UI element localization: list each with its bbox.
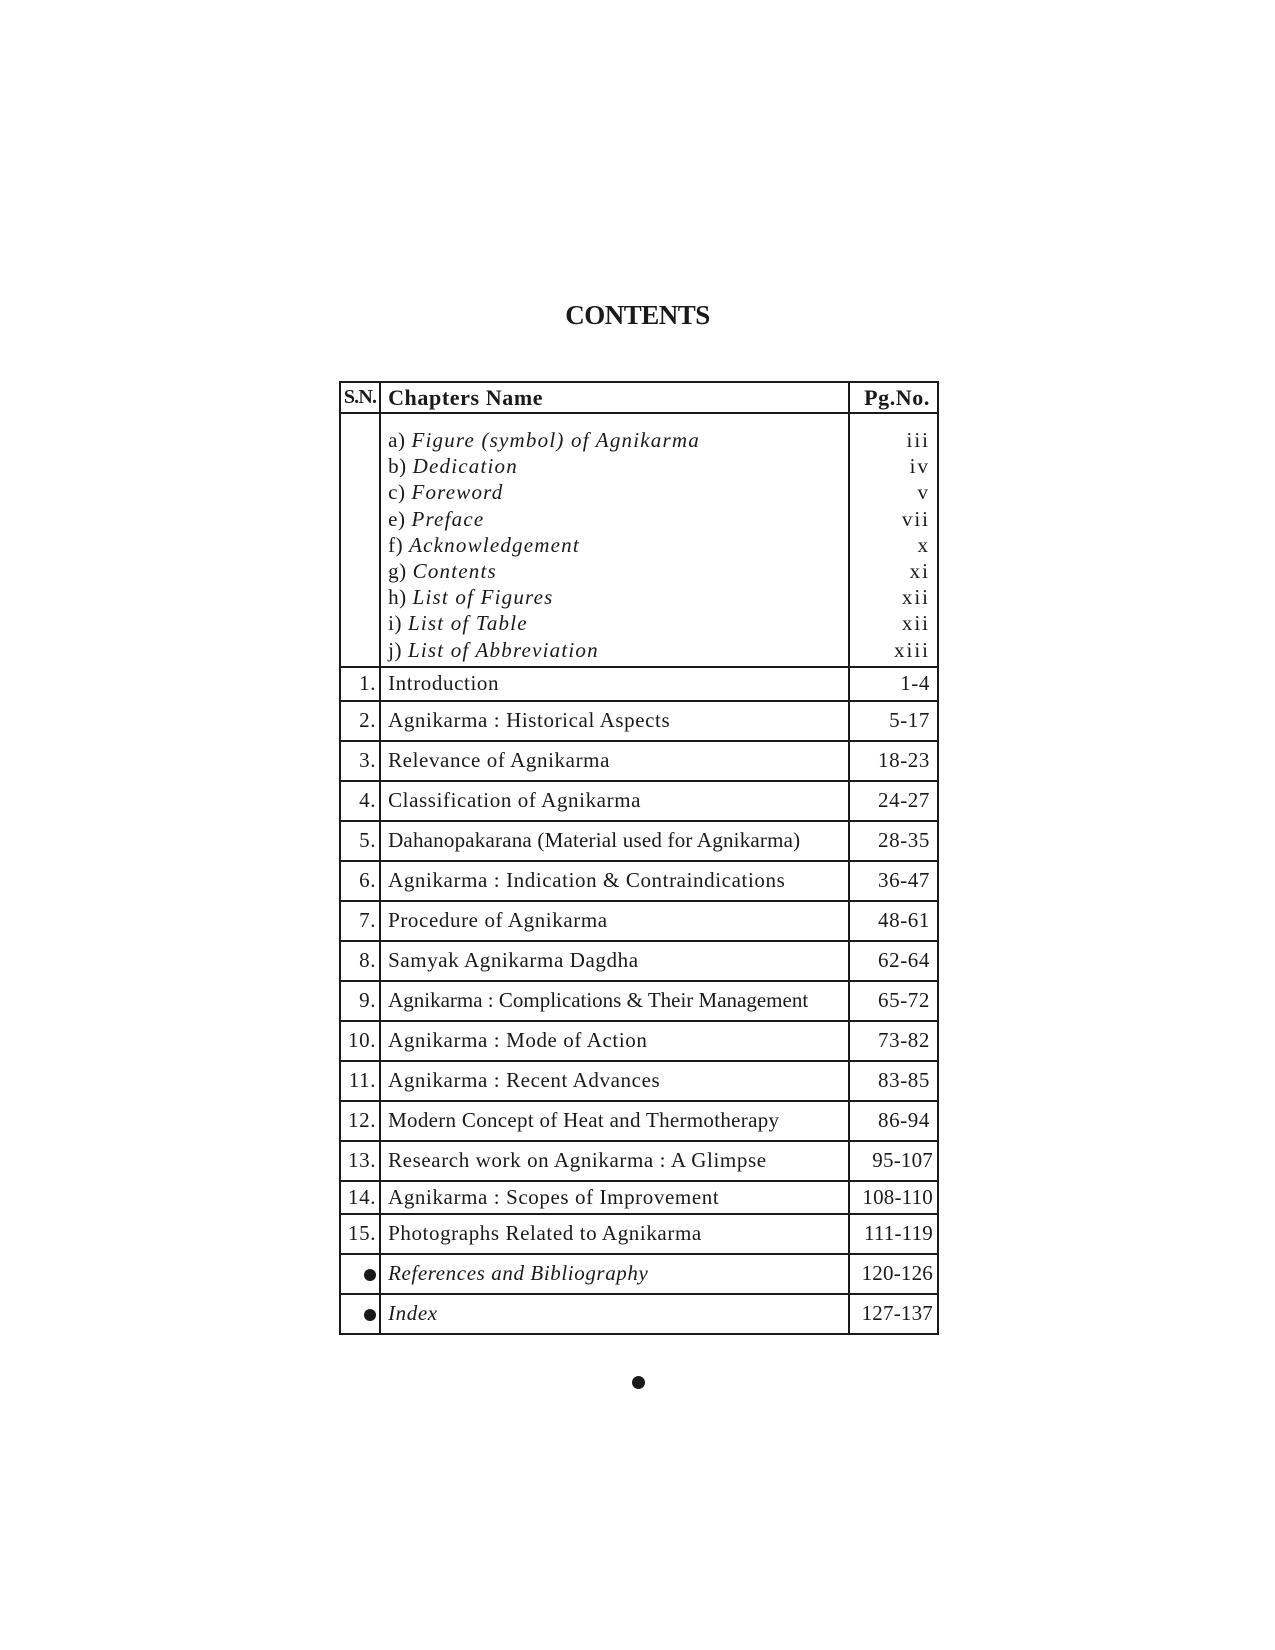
chapter-page: 83-85 (849, 1061, 938, 1101)
chapter-sn: 9. (340, 981, 380, 1021)
bullet-icon (364, 1309, 376, 1321)
backmatter-page: 120-126 (849, 1254, 938, 1294)
chapter-name: Agnikarma : Recent Advances (380, 1061, 849, 1101)
chapter-name: Research work on Agnikarma : A Glimpse (380, 1141, 849, 1181)
backmatter-name: References and Bibliography (380, 1254, 849, 1294)
chapter-sn: 1. (340, 667, 380, 701)
chapter-page: 28-35 (849, 821, 938, 861)
prelim-page: x (917, 532, 930, 557)
end-bullet-icon (632, 1376, 645, 1389)
chapter-page: 73-82 (849, 1021, 938, 1061)
chapter-row[interactable] (340, 981, 938, 1021)
chapter-row[interactable] (340, 821, 938, 861)
chapter-page: 36-47 (849, 861, 938, 901)
chapter-sn: 13. (340, 1141, 380, 1181)
chapter-row[interactable] (340, 1141, 938, 1181)
backmatter-row[interactable] (340, 1294, 938, 1334)
prelim-item[interactable]: e) Preface (388, 506, 485, 531)
chapter-page: 48-61 (849, 901, 938, 941)
chapter-page: 24-27 (849, 781, 938, 821)
chapter-sn: 5. (340, 821, 380, 861)
chapter-row[interactable] (340, 741, 938, 781)
chapter-row[interactable] (340, 1101, 938, 1141)
prelim-page: vii (901, 506, 930, 531)
prelims-page-cell (849, 413, 938, 667)
chapter-name: Agnikarma : Indication & Contraindications (380, 861, 849, 901)
chapter-row[interactable] (340, 1061, 938, 1101)
contents-table (339, 381, 939, 1335)
chapter-row[interactable] (340, 1021, 938, 1061)
chapter-sn: 10. (340, 1021, 380, 1061)
prelim-item[interactable]: a) Figure (symbol) of Agnikarma (388, 428, 700, 452)
bullet-cell (340, 1294, 380, 1334)
chapter-sn: 12. (340, 1101, 380, 1141)
chapter-page: 5-17 (849, 701, 938, 741)
chapter-row[interactable] (340, 1181, 938, 1214)
chapter-name: Relevance of Agnikarma (380, 741, 849, 781)
prelim-item[interactable]: c) Foreword (388, 480, 504, 505)
chapter-sn: 14. (340, 1181, 380, 1214)
chapter-name: Agnikarma : Scopes of Improvement (380, 1181, 849, 1214)
chapter-page: 65-72 (849, 981, 938, 1021)
chapter-page: 62-64 (849, 941, 938, 981)
chapter-name: Agnikarma : Complications & Their Management (380, 981, 849, 1021)
prelims-sn-cell (340, 413, 380, 667)
prelim-item[interactable]: f) Acknowledgement (388, 532, 580, 557)
prelims-name-cell (380, 413, 849, 667)
bullet-cell (340, 1254, 380, 1294)
chapter-name: Introduction (380, 667, 849, 701)
chapter-row[interactable] (340, 861, 938, 901)
prelim-item[interactable]: b) Dedication (388, 454, 518, 479)
chapter-sn: 15. (340, 1214, 380, 1254)
chapter-name: Modern Concept of Heat and Thermotherapy (380, 1101, 849, 1141)
chapter-sn: 7. (340, 901, 380, 941)
header-page-number: Pg.No. (849, 382, 938, 413)
chapter-name: Agnikarma : Mode of Action (380, 1021, 849, 1061)
header-chapters-name: Chapters Name (380, 382, 849, 413)
chapter-row[interactable] (340, 701, 938, 741)
prelim-item[interactable]: j) List of Abbreviation (388, 637, 599, 662)
bullet-icon (364, 1269, 376, 1281)
backmatter-page: 127-137 (849, 1294, 938, 1334)
prelim-page: iv (909, 454, 930, 479)
chapter-page: 95-107 (849, 1141, 938, 1181)
page-title: CONTENTS (565, 300, 710, 330)
prelim-page: xiii (893, 637, 930, 662)
prelim-page: xi (909, 558, 930, 583)
chapter-row[interactable] (340, 1214, 938, 1254)
prelim-item[interactable]: g) Contents (388, 558, 497, 583)
chapter-row[interactable] (340, 941, 938, 981)
chapter-row[interactable] (340, 781, 938, 821)
chapter-page: 86-94 (849, 1101, 938, 1141)
chapter-sn: 2. (340, 701, 380, 741)
chapter-sn: 8. (340, 941, 380, 981)
chapter-name: Samyak Agnikarma Dagdha (380, 941, 849, 981)
prelim-item[interactable]: i) List of Table (388, 611, 528, 636)
chapter-name: Agnikarma : Historical Aspects (380, 701, 849, 741)
chapter-row[interactable] (340, 667, 938, 701)
backmatter-name: Index (380, 1294, 849, 1334)
chapter-page: 1-4 (849, 667, 938, 701)
backmatter-row[interactable] (340, 1254, 938, 1294)
chapter-sn: 4. (340, 781, 380, 821)
chapter-page: 108-110 (849, 1181, 938, 1214)
prelim-page: xii (901, 611, 930, 636)
prelim-item[interactable]: h) List of Figures (388, 585, 554, 610)
chapter-sn: 11. (340, 1061, 380, 1101)
chapter-sn: 3. (340, 741, 380, 781)
chapter-page: 111-119 (849, 1214, 938, 1254)
chapter-name: Photographs Related to Agnikarma (380, 1214, 849, 1254)
chapter-sn: 6. (340, 861, 380, 901)
chapter-row[interactable] (340, 901, 938, 941)
header-sn: S.N. (340, 382, 380, 413)
prelim-page: iii (906, 428, 930, 452)
chapter-page: 18-23 (849, 741, 938, 781)
prelim-page: xii (901, 585, 930, 610)
table-header-row (340, 382, 938, 413)
prelim-page: v (917, 480, 930, 505)
chapter-name: Classification of Agnikarma (380, 781, 849, 821)
chapter-name: Dahanopakarana (Material used for Agnikarma) (380, 821, 849, 861)
prelims-row (340, 413, 938, 667)
chapter-name: Procedure of Agnikarma (380, 901, 849, 941)
